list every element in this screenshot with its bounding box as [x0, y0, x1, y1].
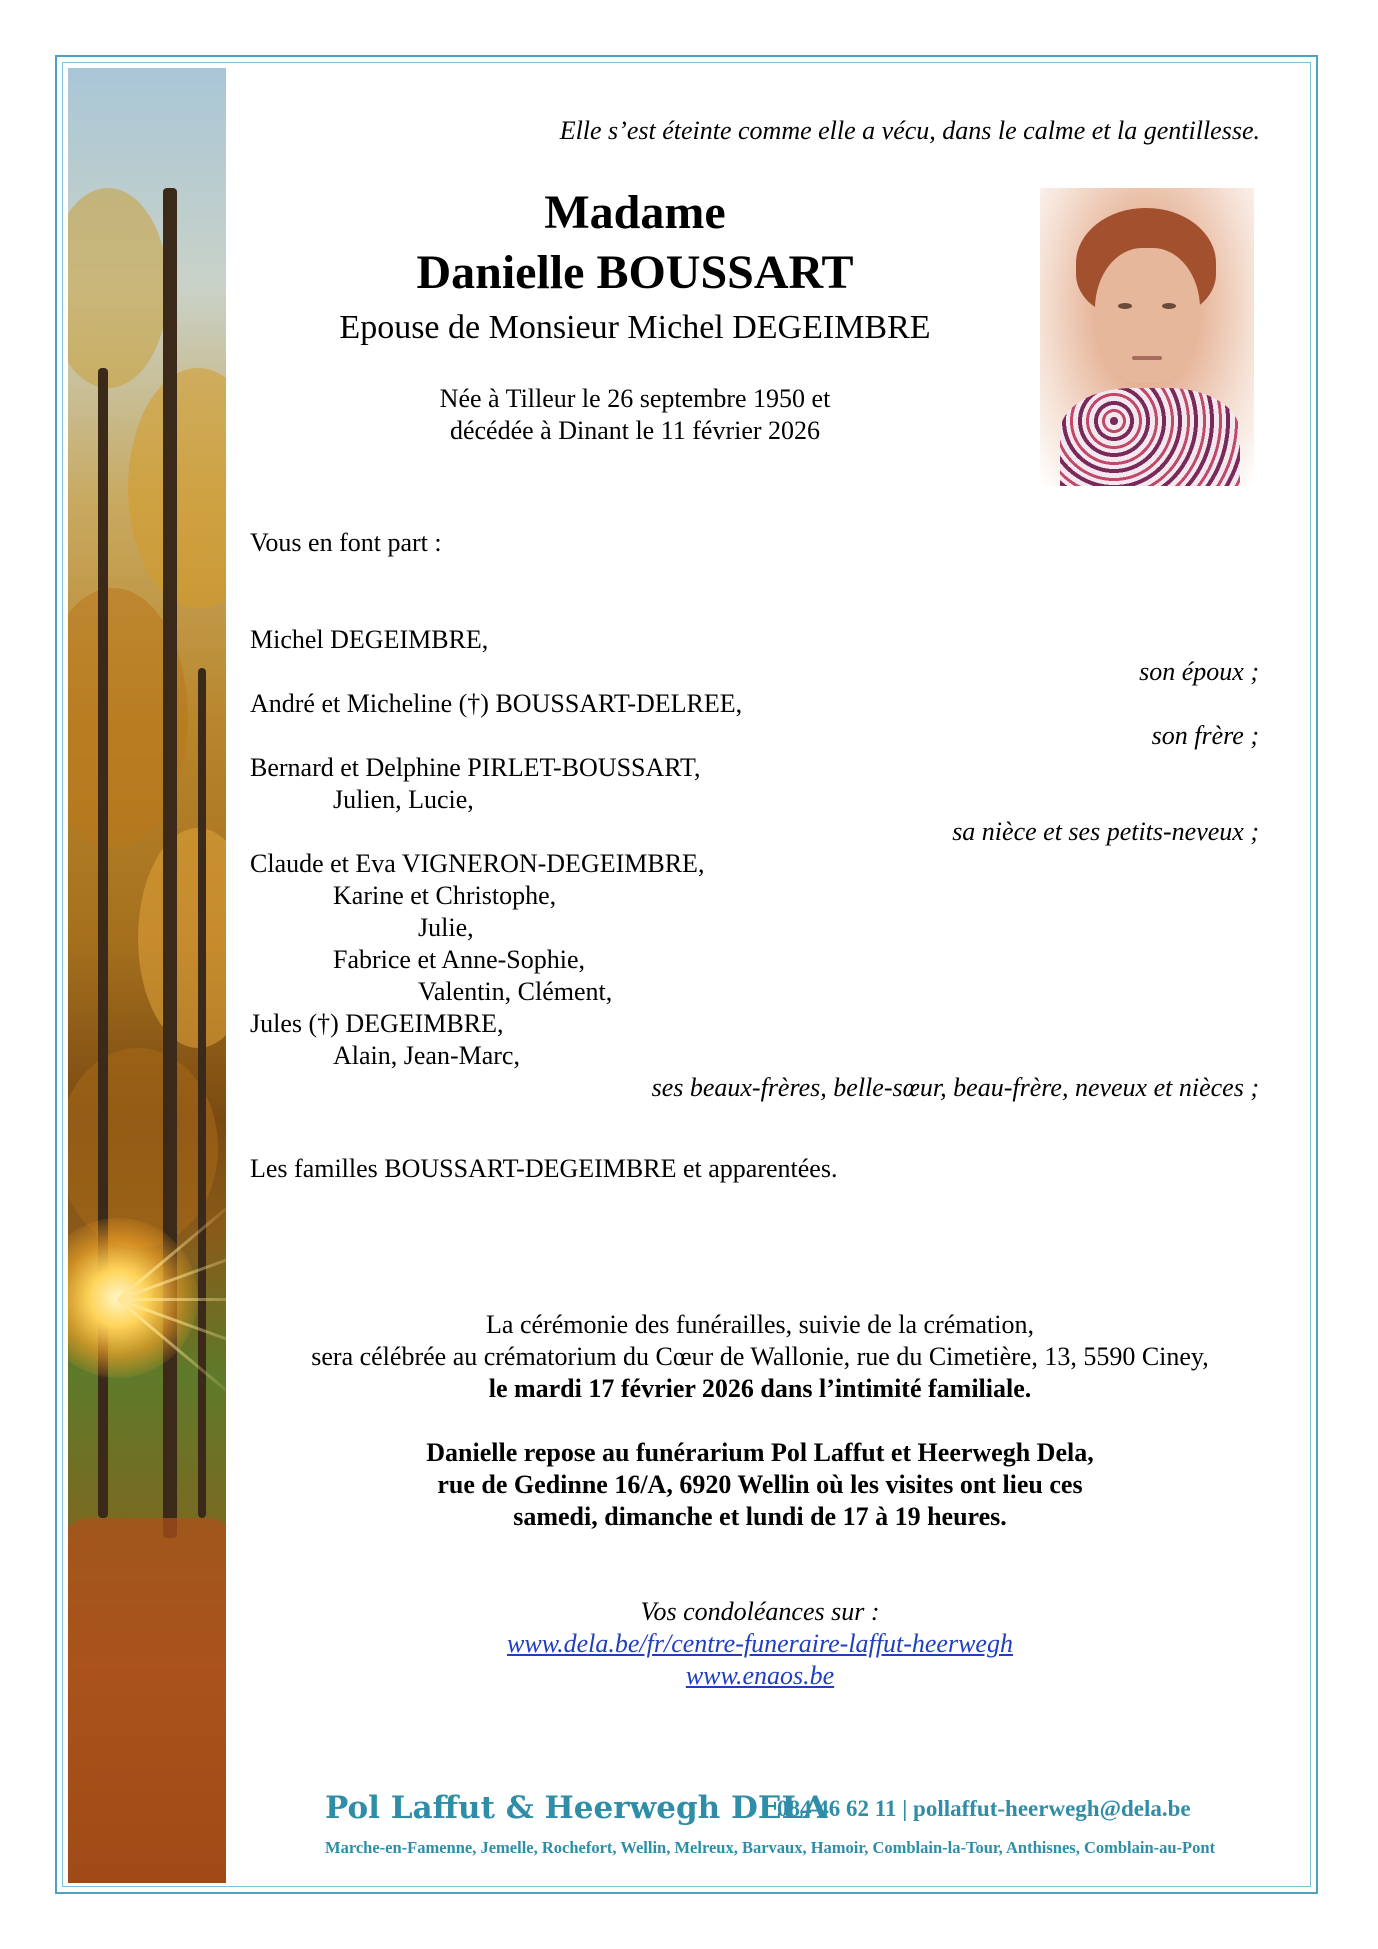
family-julie: Julie, [418, 913, 474, 942]
dates-block [250, 383, 1020, 447]
epigraph: Elle s’est éteinte comme elle a vécu, dans le calme et la gentillesse. [559, 116, 1260, 145]
condolences-label: Vos condoléances sur : [640, 1597, 880, 1626]
death-line: décédée à Dinant le 11 février 2026 [449, 416, 821, 445]
family-karine: Karine et Christophe, [333, 881, 557, 910]
ceremony-line-3: le mardi 17 février 2026 dans l’intimité familiale. [488, 1374, 1032, 1403]
relation-brother: son frère ; [1151, 721, 1259, 750]
ceremony-line-1: La cérémonie des funérailles, suivie de la crémation, [486, 1310, 1034, 1339]
spouse-line: Epouse de Monsieur Michel DEGEIMBRE [339, 309, 931, 346]
family-claude: Claude et Eva VIGNERON-DEGEIMBRE, [250, 849, 705, 878]
birth-line: Née à Tilleur le 26 septembre 1950 et [439, 384, 831, 413]
visits-line-1: Danielle repose au funérarium Pol Laffut et Heerwegh Dela, [426, 1438, 1094, 1467]
family-bernard: Bernard et Delphine PIRLET-BOUSSART, [250, 753, 701, 782]
family-alain: Alain, Jean-Marc, [333, 1041, 520, 1070]
condolences-link-enaos[interactable]: www.enaos.be [685, 1661, 835, 1690]
families-line: Les familles BOUSSART-DEGEIMBRE et apparentées. [250, 1154, 838, 1183]
funeral-home-locations: Marche-en-Famenne, Jemelle, Rochefort, Wellin, Melreux, Barvaux, Hamoir, Comblain-la-Tour, Anthisnes, Comblain-au-Pont [325, 1838, 1216, 1857]
funeral-home-contact: 084 46 62 11 | pollaffut-heerwegh@dela.be [777, 1796, 1191, 1821]
family-jules: Jules (†) DEGEIMBRE, [250, 1009, 504, 1038]
intro-text: Vous en font part : [250, 528, 442, 557]
visits-line-2: rue de Gedinne 16/A, 6920 Wellin où les visites ont lieu ces [437, 1470, 1083, 1499]
visits-line-3: samedi, dimanche et lundi de 17 à 19 heures. [513, 1502, 1007, 1531]
family-michel: Michel DEGEIMBRE, [250, 625, 489, 654]
condolences-link-dela[interactable]: www.dela.be/fr/centre-funeraire-laffut-heerwegh [507, 1629, 1013, 1658]
family-andre: André et Micheline (†) BOUSSART-DELREE, [250, 689, 743, 718]
relation-niece: sa nièce et ses petits-neveux ; [952, 817, 1259, 846]
ceremony-line-2: sera célébrée au crématorium du Cœur de Wallonie, rue du Cimetière, 13, 5590 Ciney, [311, 1342, 1209, 1371]
relation-inlaws: ses beaux-frères, belle-sœur, beau-frère, neveux et nièces ; [651, 1073, 1259, 1102]
portrait-photo [1040, 188, 1254, 486]
deceased-name: Danielle BOUSSART [416, 246, 854, 299]
honorific: Madame [544, 186, 726, 239]
autumn-tree-image [68, 68, 226, 1883]
relation-husband: son époux ; [1139, 657, 1259, 686]
funeral-home-logo: Pol Laffut & Heerwegh DELA [325, 1790, 828, 1826]
family-valentin: Valentin, Clément, [418, 977, 613, 1006]
family-bernard-children: Julien, Lucie, [333, 785, 474, 814]
family-fabrice: Fabrice et Anne-Sophie, [333, 945, 585, 974]
